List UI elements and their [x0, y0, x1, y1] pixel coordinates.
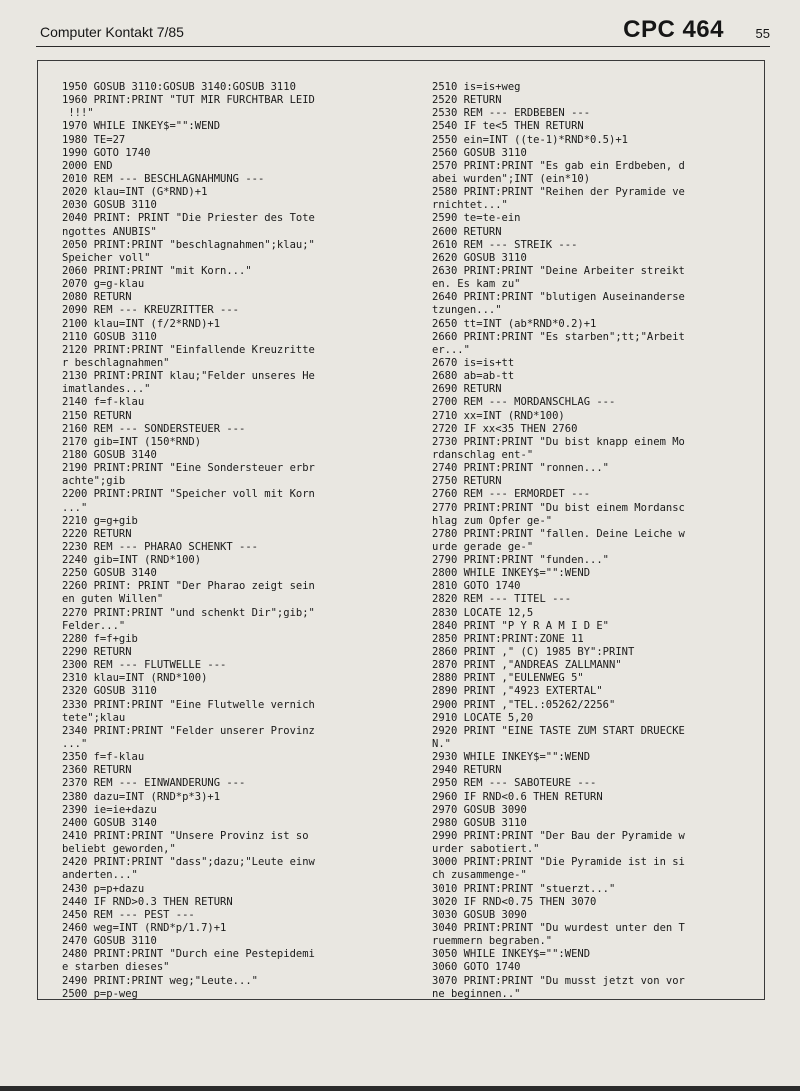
code-line: 2460 weg=INT (RND*p/1.7)+1 — [62, 922, 227, 934]
code-line: 3070 PRINT:PRINT "Du musst jetzt von vor — [432, 974, 685, 987]
code-line: 1950 GOSUB 3110:GOSUB 3140:GOSUB 3110 — [62, 81, 296, 93]
code-line: 2680 ab=ab-tt — [432, 370, 515, 383]
code-line: 2650 tt=INT (ab*RND*0.2)+1 — [432, 317, 597, 330]
code-line: 2740 PRINT:PRINT "ronnen..." — [432, 462, 610, 475]
code-line: ne beginnen.." — [432, 987, 521, 1000]
code-line: 2520 RETURN — [432, 94, 502, 107]
code-line: abei wurden";INT (ein*10) — [432, 172, 591, 185]
code-line: 2070 g=g-klau — [62, 278, 145, 291]
code-line: 2810 GOTO 1740 — [432, 580, 521, 593]
code-line: 2130 PRINT:PRINT klau;"Felder unseres He — [62, 370, 315, 383]
code-line: 2950 REM --- SABOTEURE --- — [432, 777, 597, 790]
code-line: 2860 PRINT ," (C) 1985 BY":PRINT — [432, 646, 635, 659]
code-line: 2430 p=p+dazu — [62, 882, 145, 895]
code-line: 2730 PRINT:PRINT "Du bist knapp einem Mo — [432, 435, 685, 448]
code-line: 2990 PRINT:PRINT "Der Bau der Pyramide w — [432, 830, 685, 843]
code-line: 2060 PRINT:PRINT "mit Korn..." — [62, 264, 252, 277]
code-line: 2320 GOSUB 3110 — [62, 685, 157, 698]
code-line: r beschlagnahmen" — [62, 356, 170, 369]
code-line: hlag zum Opfer ge-" — [432, 514, 553, 527]
header-rule — [36, 46, 770, 47]
code-line: urde gerade ge-" — [432, 540, 534, 553]
code-line: 2370 REM --- EINWANDERUNG --- — [62, 777, 246, 790]
code-line: 2190 PRINT:PRINT "Eine Sondersteuer erbr — [62, 462, 315, 475]
code-line: 2050 PRINT:PRINT "beschlagnahmen";klau;" — [62, 238, 315, 251]
brand-title: CPC 464 — [623, 16, 724, 43]
code-line: 2920 PRINT "EINE TASTE ZUM START DRUECKE — [432, 724, 685, 737]
code-line: 2380 dazu=INT (RND*p*3)+1 — [62, 790, 221, 803]
code-line: 2780 PRINT:PRINT "fallen. Deine Leiche w — [432, 527, 685, 540]
code-line: 2160 REM --- SONDERSTEUER --- — [62, 422, 246, 435]
code-line: 2480 PRINT:PRINT "Durch eine Pestepidemi — [62, 948, 315, 961]
code-line: ruemmern begraben." — [432, 935, 553, 948]
code-line: 2040 PRINT: PRINT "Die Priester des Tote — [62, 212, 315, 225]
code-line: 2510 is=is+weg — [432, 81, 521, 93]
code-line: imatlandes..." — [62, 383, 151, 396]
code-line: 3030 GOSUB 3090 — [432, 908, 527, 921]
code-line: 2000 END — [62, 159, 113, 172]
code-line: 3060 GOTO 1740 — [432, 961, 521, 974]
code-line: 1980 TE=27 — [62, 133, 126, 146]
code-line: 2180 GOSUB 3140 — [62, 448, 157, 461]
code-line: 2470 GOSUB 3110 — [62, 935, 157, 948]
code-line: 2700 REM --- MORDANSCHLAG --- — [432, 396, 616, 409]
code-line: 2580 PRINT:PRINT "Reihen der Pyramide ve — [432, 186, 685, 199]
code-line: e starben dieses" — [62, 961, 170, 974]
code-line: 2610 REM --- STREIK --- — [432, 238, 578, 251]
code-line: 2870 PRINT ,"ANDREAS ZALLMANN" — [432, 659, 622, 672]
listing-column-right — [432, 81, 772, 1001]
code-line: 2530 REM --- ERDBEBEN --- — [432, 107, 591, 120]
scan-edge-bar — [0, 1086, 800, 1091]
code-line: 2570 PRINT:PRINT "Es gab ein Erdbeben, d — [432, 159, 685, 172]
code-line: 2450 REM --- PEST --- — [62, 908, 195, 921]
code-line: 2440 IF RND>0.3 THEN RETURN — [62, 895, 233, 908]
code-line: urder sabotiert." — [432, 843, 540, 856]
code-line: 2350 f=f-klau — [62, 751, 145, 764]
code-line: 3000 PRINT:PRINT "Die Pyramide ist in si — [432, 856, 685, 869]
code-line: tete";klau — [62, 711, 126, 724]
code-line: 3040 PRINT:PRINT "Du wurdest unter den T — [432, 922, 685, 934]
code-line: 2690 RETURN — [432, 383, 502, 396]
code-line: 2340 PRINT:PRINT "Felder unserer Provinz — [62, 724, 315, 737]
page-header — [36, 18, 770, 44]
code-line: rdanschlag ent-" — [432, 448, 534, 461]
code-line: 2260 PRINT: PRINT "Der Pharao zeigt sein — [62, 580, 315, 593]
code-line: 2330 PRINT:PRINT "Eine Flutwelle vernich — [62, 698, 315, 711]
code-line: 2710 xx=INT (RND*100) — [432, 409, 565, 422]
code-line: 2760 REM --- ERMORDET --- — [432, 488, 591, 501]
code-line: 3020 IF RND<0.75 THEN 3070 — [432, 895, 597, 908]
code-line: 2800 WHILE INKEY$="":WEND — [432, 567, 591, 580]
code-line: 2900 PRINT ,"TEL.:05262/2256" — [432, 698, 616, 711]
code-line: 2100 klau=INT (f/2*RND)+1 — [62, 317, 221, 330]
code-line: Speicher voll" — [62, 251, 151, 264]
magazine-issue: Computer Kontakt 7/85 — [40, 24, 184, 40]
code-line: 2400 GOSUB 3140 — [62, 816, 157, 829]
code-line: 2170 gib=INT (150*RND) — [62, 435, 202, 448]
code-line: 2200 PRINT:PRINT "Speicher voll mit Korn — [62, 488, 315, 501]
code-line: ..." — [62, 738, 88, 751]
code-line: 2910 LOCATE 5,20 — [432, 711, 534, 724]
code-line: 2410 PRINT:PRINT "Unsere Provinz ist so — [62, 830, 309, 843]
code-line: 2620 GOSUB 3110 — [432, 251, 527, 264]
code-line: 2560 GOSUB 3110 — [432, 146, 527, 159]
code-line: Felder..." — [62, 619, 126, 632]
code-line: 2640 PRINT:PRINT "blutigen Auseinanderse — [432, 291, 685, 304]
code-line: 1970 WHILE INKEY$="":WEND — [62, 120, 221, 133]
code-line: 2850 PRINT:PRINT:ZONE 11 — [432, 632, 584, 645]
code-line: anderten..." — [62, 869, 138, 882]
code-line: 2150 RETURN — [62, 409, 132, 422]
code-line: 2840 PRINT "P Y R A M I D E" — [432, 619, 610, 632]
code-line: 2820 REM --- TITEL --- — [432, 593, 572, 606]
code-line: 2630 PRINT:PRINT "Deine Arbeiter streikt — [432, 264, 685, 277]
code-line: 2360 RETURN — [62, 764, 132, 777]
code-line: 2830 LOCATE 12,5 — [432, 606, 534, 619]
page-number: 55 — [755, 26, 770, 41]
code-line: 2600 RETURN — [432, 225, 502, 238]
code-line: 2300 REM --- FLUTWELLE --- — [62, 659, 227, 672]
listing-frame — [37, 60, 765, 1000]
code-line: 2770 PRINT:PRINT "Du bist einem Mordansc — [432, 501, 685, 514]
code-line: 2310 klau=INT (RND*100) — [62, 672, 208, 685]
code-line: 2980 GOSUB 3110 — [432, 816, 527, 829]
code-line: 2280 f=f+gib — [62, 632, 138, 645]
code-line: 3010 PRINT:PRINT "stuerzt..." — [432, 882, 616, 895]
code-line: 2500 p=p-weg — [62, 987, 138, 1000]
code-line: 1990 GOTO 1740 — [62, 146, 151, 159]
code-line: 3050 WHILE INKEY$="":WEND — [432, 948, 591, 961]
listing-column-left — [62, 81, 402, 1001]
code-line: 2540 IF te<5 THEN RETURN — [432, 120, 584, 133]
code-line: 2750 RETURN — [432, 475, 502, 488]
code-line: 1960 PRINT:PRINT "TUT MIR FURCHTBAR LEID — [62, 94, 315, 107]
code-line: 2230 REM --- PHARAO SCHENKT --- — [62, 540, 258, 553]
code-line: beliebt geworden," — [62, 843, 176, 856]
code-line: 2030 GOSUB 3110 — [62, 199, 157, 212]
code-line: 2270 PRINT:PRINT "und schenkt Dir";gib;" — [62, 606, 315, 619]
code-line: 2420 PRINT:PRINT "dass";dazu;"Leute einw — [62, 856, 315, 869]
code-line: 2140 f=f-klau — [62, 396, 145, 409]
code-line: 2890 PRINT ,"4923 EXTERTAL" — [432, 685, 603, 698]
code-line: en guten Willen" — [62, 593, 164, 606]
code-line: tzungen..." — [432, 304, 502, 317]
code-line: 2930 WHILE INKEY$="":WEND — [432, 751, 591, 764]
code-line: !!!" — [62, 107, 94, 120]
code-line: rnichtet..." — [432, 199, 508, 212]
code-line: ch zusammenge-" — [432, 869, 527, 882]
code-line: 2490 PRINT:PRINT weg;"Leute..." — [62, 974, 258, 987]
code-line: achte";gib — [62, 475, 126, 488]
code-line: 2290 RETURN — [62, 646, 132, 659]
code-line: N." — [432, 738, 451, 751]
code-line: ..." — [62, 501, 88, 514]
code-line: 2790 PRINT:PRINT "funden..." — [432, 554, 610, 567]
code-line: 2120 PRINT:PRINT "Einfallende Kreuzritte — [62, 343, 315, 356]
code-line: 2390 ie=ie+dazu — [62, 803, 157, 816]
code-line: 2090 REM --- KREUZRITTER --- — [62, 304, 240, 317]
code-line: 2010 REM --- BESCHLAGNAHMUNG --- — [62, 172, 265, 185]
code-line: 2220 RETURN — [62, 527, 132, 540]
code-line: 2590 te=te-ein — [432, 212, 521, 225]
code-line: 2210 g=g+gib — [62, 514, 138, 527]
code-line: 2670 is=is+tt — [432, 356, 515, 369]
code-line: 2110 GOSUB 3110 — [62, 330, 157, 343]
code-line: 2970 GOSUB 3090 — [432, 803, 527, 816]
code-line: 2250 GOSUB 3140 — [62, 567, 157, 580]
code-line: 2020 klau=INT (G*RND)+1 — [62, 186, 208, 199]
code-line: 2240 gib=INT (RND*100) — [62, 554, 202, 567]
code-line: 2940 RETURN — [432, 764, 502, 777]
code-line: ngottes ANUBIS" — [62, 225, 157, 238]
code-line: 2720 IF xx<35 THEN 2760 — [432, 422, 578, 435]
code-line: 2550 ein=INT ((te-1)*RND*0.5)+1 — [432, 133, 628, 146]
code-line: 2880 PRINT ,"EULENWEG 5" — [432, 672, 584, 685]
code-line: 2960 IF RND<0.6 THEN RETURN — [432, 790, 603, 803]
code-line: 2660 PRINT:PRINT "Es starben";tt;"Arbeit — [432, 330, 685, 343]
code-line: en. Es kam zu" — [432, 278, 521, 291]
code-line: er..." — [432, 343, 470, 356]
code-line: 2080 RETURN — [62, 291, 132, 304]
